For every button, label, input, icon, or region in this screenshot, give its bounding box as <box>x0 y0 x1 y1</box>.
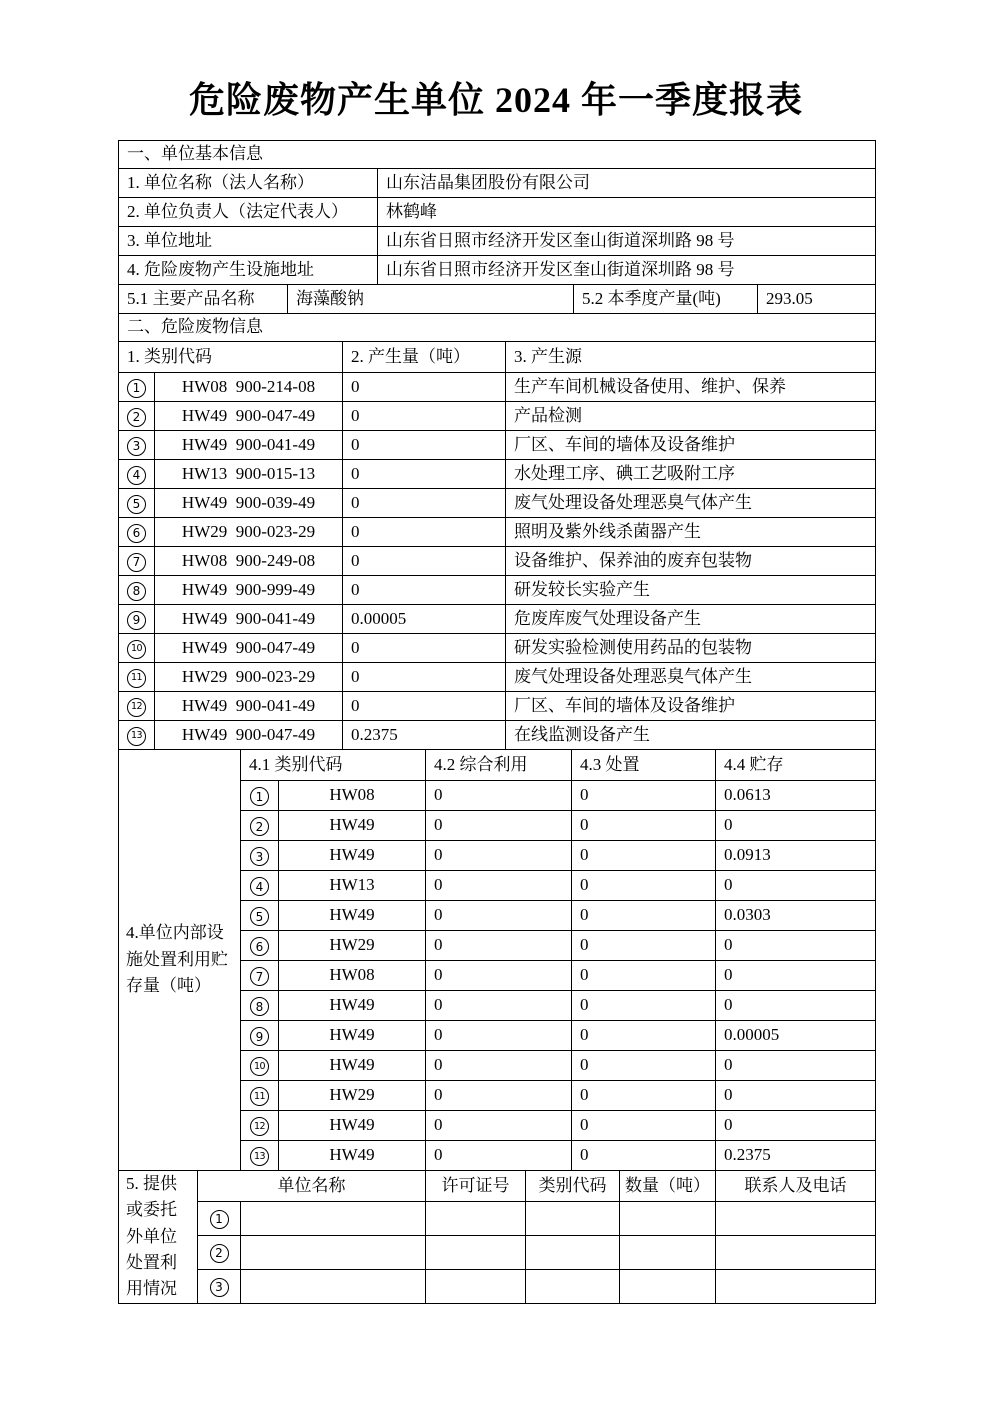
waste-code-cell: HW49 900-047-49 <box>155 402 343 431</box>
waste-source-cell: 厂区、车间的墙体及设备维护 <box>506 692 876 721</box>
row-number-cell <box>241 871 279 901</box>
row-number-badge: 3 <box>127 437 146 456</box>
basic-info-row <box>119 256 876 285</box>
waste-amount-cell: 0 <box>343 692 506 721</box>
row-number-cell <box>241 991 279 1021</box>
waste-row <box>119 431 876 460</box>
internal-reuse-cell: 0 <box>426 1051 572 1081</box>
internal-dispose-cell: 0 <box>572 931 716 961</box>
row-number-cell <box>198 1235 241 1269</box>
row-number-cell <box>119 518 155 547</box>
internal-dispose-cell: 0 <box>572 991 716 1021</box>
row-number-cell <box>241 781 279 811</box>
unit-name-value: 山东洁晶集团股份有限公司 <box>378 169 876 198</box>
external-contact-cell <box>716 1269 876 1303</box>
row-number-cell <box>241 961 279 991</box>
internal-reuse-cell: 0 <box>426 1111 572 1141</box>
internal-dispose-cell: 0 <box>572 871 716 901</box>
waste-row <box>119 402 876 431</box>
internal-storage-cell: 0 <box>716 1051 876 1081</box>
internal-code-cell: HW49 <box>279 991 426 1021</box>
row-number-badge: 6 <box>250 937 269 956</box>
internal-dispose-cell: 0 <box>572 841 716 871</box>
waste-source-cell: 照明及紫外线杀菌器产生 <box>506 518 876 547</box>
waste-code-cell: HW29 900-023-29 <box>155 518 343 547</box>
internal-code-cell: HW13 <box>279 871 426 901</box>
external-contact-cell <box>716 1201 876 1235</box>
unit-address-label: 3. 单位地址 <box>119 227 378 256</box>
internal-storage-cell: 0 <box>716 931 876 961</box>
row-number-badge: 1 <box>127 379 146 398</box>
internal-storage-cell: 0 <box>716 871 876 901</box>
external-row <box>119 1235 876 1269</box>
internal-code-cell: HW49 <box>279 901 426 931</box>
row-number-cell <box>119 634 155 663</box>
waste-col-header-code: 1. 类别代码 <box>119 342 343 373</box>
row-number-cell <box>119 373 155 402</box>
row-number-cell <box>241 1051 279 1081</box>
row-number-cell <box>241 1081 279 1111</box>
waste-code-cell: HW29 900-023-29 <box>155 663 343 692</box>
waste-row <box>119 518 876 547</box>
waste-amount-cell: 0 <box>343 547 506 576</box>
waste-code-cell: HW49 900-999-49 <box>155 576 343 605</box>
internal-reuse-cell: 0 <box>426 1021 572 1051</box>
page-title: 危险废物产生单位 2024 年一季度报表 <box>188 80 803 120</box>
row-number-cell <box>119 489 155 518</box>
external-code-cell <box>526 1235 620 1269</box>
row-number-badge: 5 <box>127 495 146 514</box>
waste-row <box>119 547 876 576</box>
waste-amount-cell: 0 <box>343 634 506 663</box>
internal-reuse-cell: 0 <box>426 781 572 811</box>
internal-col-header-dispose: 4.3 处置 <box>572 750 716 781</box>
waste-code-cell: HW49 900-041-49 <box>155 692 343 721</box>
internal-storage-cell: 0.0613 <box>716 781 876 811</box>
waste-source-cell: 在线监测设备产生 <box>506 721 876 750</box>
waste-amount-cell: 0 <box>343 518 506 547</box>
external-amount-cell <box>620 1235 716 1269</box>
internal-reuse-cell: 0 <box>426 871 572 901</box>
product-name-label: 5.1 主要产品名称 <box>119 285 288 314</box>
waste-source-cell: 危废库废气处理设备产生 <box>506 605 876 634</box>
internal-storage-cell: 0 <box>716 961 876 991</box>
internal-disposal-table <box>118 749 876 1171</box>
external-name-cell <box>241 1235 426 1269</box>
waste-code-cell: HW08 900-249-08 <box>155 547 343 576</box>
waste-code-cell: HW49 900-039-49 <box>155 489 343 518</box>
external-code-cell <box>526 1201 620 1235</box>
waste-amount-cell: 0 <box>343 431 506 460</box>
external-amount-cell <box>620 1201 716 1235</box>
row-number-badge: 9 <box>250 1027 269 1046</box>
waste-code-cell: HW13 900-015-13 <box>155 460 343 489</box>
internal-dispose-cell: 0 <box>572 1051 716 1081</box>
internal-storage-cell: 0 <box>716 1081 876 1111</box>
internal-storage-cell: 0 <box>716 811 876 841</box>
internal-dispose-cell: 0 <box>572 781 716 811</box>
external-col-header-license: 许可证号 <box>426 1171 526 1202</box>
external-amount-cell <box>620 1269 716 1303</box>
external-contact-cell <box>716 1235 876 1269</box>
waste-amount-cell: 0 <box>343 460 506 489</box>
row-number-badge: 12 <box>250 1117 269 1136</box>
basic-info-row <box>119 198 876 227</box>
internal-storage-cell: 0 <box>716 991 876 1021</box>
waste-source-cell: 废气处理设备处理恶臭气体产生 <box>506 489 876 518</box>
row-number-cell <box>241 1021 279 1051</box>
row-number-badge: 1 <box>250 787 269 806</box>
row-number-cell <box>241 1111 279 1141</box>
waste-info-table <box>118 313 876 750</box>
waste-source-cell: 废气处理设备处理恶臭气体产生 <box>506 663 876 692</box>
row-number-cell <box>119 721 155 750</box>
row-number-badge: 3 <box>210 1278 229 1297</box>
external-col-header-row <box>119 1171 876 1202</box>
unit-head-value: 林鹤峰 <box>378 198 876 227</box>
internal-storage-cell: 0.00005 <box>716 1021 876 1051</box>
internal-storage-cell: 0.0303 <box>716 901 876 931</box>
external-col-header-code: 类别代码 <box>526 1171 620 1202</box>
internal-code-cell: HW49 <box>279 1021 426 1051</box>
internal-code-cell: HW29 <box>279 1081 426 1111</box>
waste-amount-cell: 0 <box>343 576 506 605</box>
waste-row <box>119 489 876 518</box>
waste-source-cell: 水处理工序、碘工艺吸附工序 <box>506 460 876 489</box>
row-number-cell <box>119 663 155 692</box>
internal-reuse-cell: 0 <box>426 961 572 991</box>
product-output-value: 293.05 <box>758 285 876 314</box>
internal-reuse-cell: 0 <box>426 931 572 961</box>
internal-reuse-cell: 0 <box>426 1141 572 1171</box>
waste-code-cell: HW49 900-047-49 <box>155 634 343 663</box>
external-col-header-amount: 数量（吨） <box>620 1171 716 1202</box>
external-license-cell <box>426 1201 526 1235</box>
waste-row <box>119 634 876 663</box>
internal-col-header-storage: 4.4 贮存 <box>716 750 876 781</box>
row-number-badge: 9 <box>127 611 146 630</box>
row-number-badge: 5 <box>250 907 269 926</box>
facility-address-label: 4. 危险废物产生设施地址 <box>119 256 378 285</box>
internal-dispose-cell: 0 <box>572 961 716 991</box>
internal-code-cell: HW08 <box>279 781 426 811</box>
waste-col-header-amount: 2. 产生量（吨） <box>343 342 506 373</box>
row-number-cell <box>119 605 155 634</box>
external-row <box>119 1269 876 1303</box>
product-name-value: 海藻酸钠 <box>288 285 574 314</box>
internal-code-cell: HW49 <box>279 1051 426 1081</box>
row-number-badge: 13 <box>250 1147 269 1166</box>
row-number-cell <box>119 547 155 576</box>
internal-dispose-cell: 0 <box>572 811 716 841</box>
row-number-cell <box>241 841 279 871</box>
row-number-cell <box>119 692 155 721</box>
row-number-badge: 6 <box>127 524 146 543</box>
row-number-badge: 3 <box>250 847 269 866</box>
row-number-cell <box>119 576 155 605</box>
waste-row <box>119 692 876 721</box>
external-license-cell <box>426 1269 526 1303</box>
waste-row <box>119 576 876 605</box>
product-row <box>119 285 876 314</box>
row-number-badge: 12 <box>127 698 146 717</box>
internal-storage-cell: 0.0913 <box>716 841 876 871</box>
internal-col-header-code: 4.1 类别代码 <box>241 750 426 781</box>
row-number-badge: 13 <box>127 727 146 746</box>
unit-name-label: 1. 单位名称（法人名称） <box>119 169 378 198</box>
row-number-cell <box>198 1201 241 1235</box>
section-1-header-row <box>119 141 876 169</box>
basic-info-row <box>119 227 876 256</box>
waste-code-cell: HW49 900-041-49 <box>155 431 343 460</box>
section-2-header: 二、危险废物信息 <box>119 314 876 342</box>
waste-code-cell: HW08 900-214-08 <box>155 373 343 402</box>
row-number-badge: 2 <box>210 1244 229 1263</box>
internal-dispose-cell: 0 <box>572 1021 716 1051</box>
waste-amount-cell: 0 <box>343 402 506 431</box>
row-number-cell <box>241 901 279 931</box>
row-number-badge: 11 <box>250 1087 269 1106</box>
external-license-cell <box>426 1235 526 1269</box>
waste-amount-cell: 0 <box>343 663 506 692</box>
internal-storage-cell: 0.2375 <box>716 1141 876 1171</box>
waste-row <box>119 373 876 402</box>
internal-reuse-cell: 0 <box>426 901 572 931</box>
waste-source-cell: 研发实验检测使用药品的包装物 <box>506 634 876 663</box>
waste-code-cell: HW49 900-047-49 <box>155 721 343 750</box>
waste-row <box>119 460 876 489</box>
row-number-cell <box>119 402 155 431</box>
external-code-cell <box>526 1269 620 1303</box>
row-number-badge: 8 <box>127 582 146 601</box>
basic-info-table <box>118 140 876 314</box>
row-number-badge: 10 <box>127 640 146 659</box>
unit-address-value: 山东省日照市经济开发区奎山街道深圳路 98 号 <box>378 227 876 256</box>
row-number-cell <box>241 931 279 961</box>
internal-code-cell: HW49 <box>279 811 426 841</box>
internal-code-cell: HW49 <box>279 1111 426 1141</box>
internal-dispose-cell: 0 <box>572 901 716 931</box>
row-number-badge: 4 <box>127 466 146 485</box>
waste-row <box>119 721 876 750</box>
internal-reuse-cell: 0 <box>426 841 572 871</box>
waste-col-header-row <box>119 342 876 373</box>
internal-dispose-cell: 0 <box>572 1111 716 1141</box>
internal-col-header-row <box>119 750 876 781</box>
row-number-badge: 8 <box>250 997 269 1016</box>
row-number-badge: 7 <box>127 553 146 572</box>
row-number-badge: 11 <box>127 669 146 688</box>
external-disposal-label: 5. 提供或委托外单位处置利用情况 <box>119 1171 198 1304</box>
waste-row <box>119 605 876 634</box>
external-col-header-name: 单位名称 <box>198 1171 426 1202</box>
row-number-cell <box>119 460 155 489</box>
external-disposal-table <box>118 1170 876 1304</box>
product-output-label: 5.2 本季度产量(吨) <box>574 285 758 314</box>
waste-amount-cell: 0.00005 <box>343 605 506 634</box>
waste-source-cell: 厂区、车间的墙体及设备维护 <box>506 431 876 460</box>
internal-storage-cell: 0 <box>716 1111 876 1141</box>
row-number-badge: 10 <box>250 1057 269 1076</box>
internal-dispose-cell: 0 <box>572 1141 716 1171</box>
waste-source-cell: 产品检测 <box>506 402 876 431</box>
row-number-badge: 7 <box>250 967 269 986</box>
waste-col-header-source: 3. 产生源 <box>506 342 876 373</box>
row-number-cell <box>119 431 155 460</box>
internal-code-cell: HW49 <box>279 1141 426 1171</box>
waste-source-cell: 生产车间机械设备使用、维护、保养 <box>506 373 876 402</box>
row-number-badge: 2 <box>250 817 269 836</box>
row-number-badge: 4 <box>250 877 269 896</box>
section-1-header: 一、单位基本信息 <box>119 141 876 169</box>
external-name-cell <box>241 1269 426 1303</box>
waste-row <box>119 663 876 692</box>
report-table <box>118 140 875 1304</box>
basic-info-row <box>119 169 876 198</box>
row-number-badge: 1 <box>210 1210 229 1229</box>
external-name-cell <box>241 1201 426 1235</box>
facility-address-value: 山东省日照市经济开发区奎山街道深圳路 98 号 <box>378 256 876 285</box>
internal-code-cell: HW49 <box>279 841 426 871</box>
waste-amount-cell: 0 <box>343 489 506 518</box>
row-number-cell <box>241 1141 279 1171</box>
row-number-cell <box>198 1269 241 1303</box>
row-number-cell <box>241 811 279 841</box>
internal-reuse-cell: 0 <box>426 991 572 1021</box>
section-2-header-row <box>119 314 876 342</box>
waste-amount-cell: 0.2375 <box>343 721 506 750</box>
external-col-header-contact: 联系人及电话 <box>716 1171 876 1202</box>
internal-reuse-cell: 0 <box>426 811 572 841</box>
external-row <box>119 1201 876 1235</box>
internal-reuse-cell: 0 <box>426 1081 572 1111</box>
waste-amount-cell: 0 <box>343 373 506 402</box>
internal-code-cell: HW29 <box>279 931 426 961</box>
row-number-badge: 2 <box>127 408 146 427</box>
internal-code-cell: HW08 <box>279 961 426 991</box>
internal-col-header-reuse: 4.2 综合利用 <box>426 750 572 781</box>
waste-source-cell: 设备维护、保养油的废弃包装物 <box>506 547 876 576</box>
unit-head-label: 2. 单位负责人（法定代表人） <box>119 198 378 227</box>
waste-source-cell: 研发较长实验产生 <box>506 576 876 605</box>
internal-dispose-cell: 0 <box>572 1081 716 1111</box>
internal-disposal-label: 4.单位内部设施处置利用贮存量（吨） <box>119 750 241 1171</box>
waste-code-cell: HW49 900-041-49 <box>155 605 343 634</box>
